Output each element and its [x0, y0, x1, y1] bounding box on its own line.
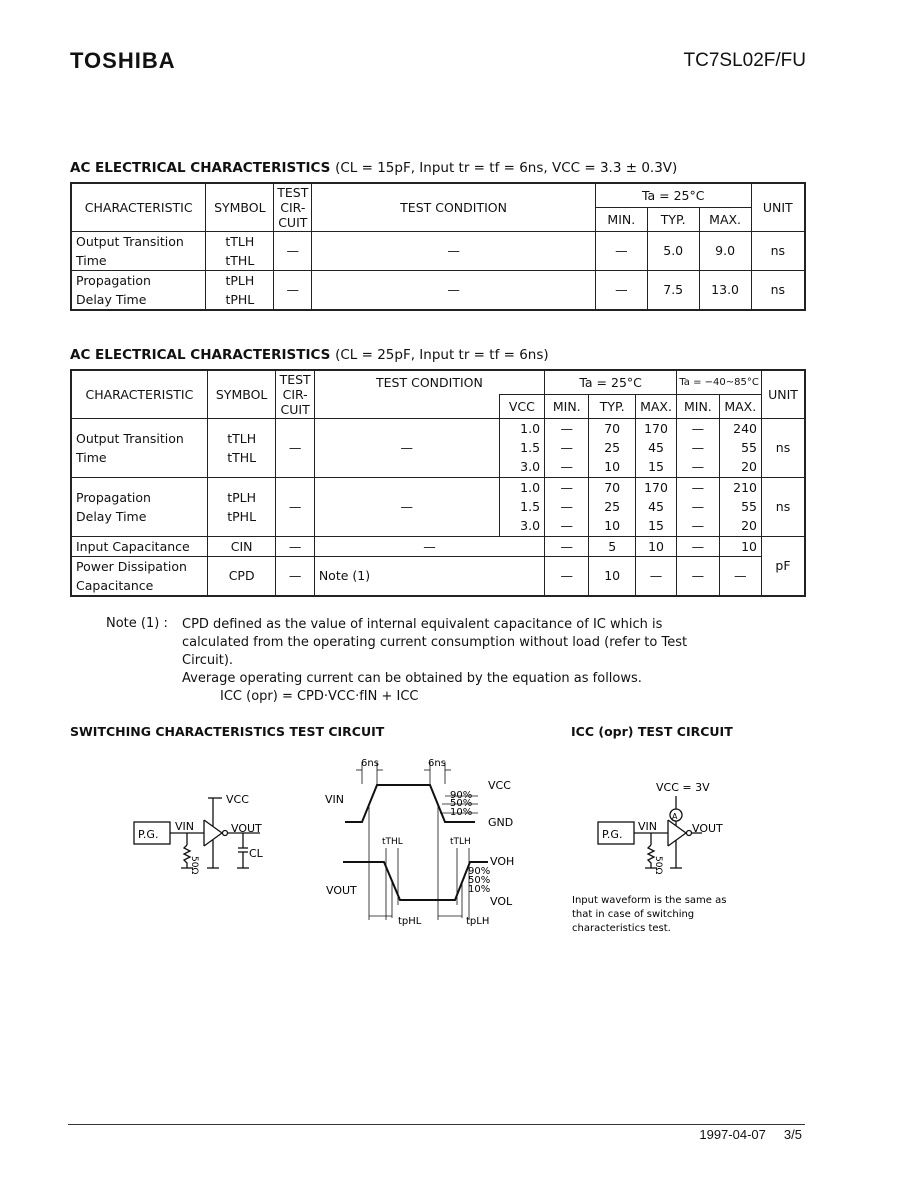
vol-label: VOL: [490, 895, 513, 908]
t2-h-max: MAX.: [635, 394, 676, 418]
t2-r2-typ-1: 70: [604, 480, 621, 495]
icc-pg-label: P.G.: [602, 828, 623, 841]
t2-cin-min: —: [545, 536, 589, 556]
t1-h-typ: TYP.: [647, 207, 699, 231]
t2-h-unit: UNIT: [761, 370, 805, 418]
t1-r1-char-2: Time: [76, 252, 107, 268]
table-row: [71, 536, 805, 556]
out-pct90-label: 90%: [468, 866, 491, 877]
t2-r1-minr-1: —: [691, 421, 705, 436]
table1-title-condition: (CL = 15pF, Input tr = tf = 6ns, VCC = 3.3 ± 0.3V): [335, 160, 678, 176]
t2-r2-vcc-1: 1.0: [520, 480, 541, 495]
t2-r2-max-1: 170: [644, 480, 668, 495]
t2-r2-char-1: Propagation: [76, 489, 151, 505]
t2-cin-cond: —: [314, 536, 544, 556]
t2-r1-min-3: —: [560, 459, 573, 474]
icc-caption-2: that in case of switching: [572, 909, 695, 920]
t2-r1-min-2: —: [560, 440, 573, 455]
t2-cpd-typ: 10: [589, 556, 635, 596]
t2-r2-vcc-2: 1.5: [520, 499, 541, 514]
t2-r1-typ-3: 10: [604, 459, 621, 474]
note-line-3: Circuit).: [182, 653, 234, 668]
ttlh-label: tTLH: [450, 837, 471, 847]
t2-h-characteristic: CHARACTERISTIC: [71, 370, 207, 418]
t2-r1-char-2: Time: [76, 449, 107, 465]
t2-h-vcc: VCC: [499, 394, 544, 418]
vin-label: VIN: [175, 820, 194, 833]
icc-circuit-title: ICC (opr) TEST CIRCUIT: [571, 724, 733, 739]
t1-h-tc-3: CUIT: [278, 214, 308, 230]
voh-label: VOH: [490, 855, 515, 868]
t1-h-characteristic: CHARACTERISTIC: [71, 183, 206, 231]
t1-r1-typ: 5.0: [647, 231, 699, 270]
t2-h-min-range: MIN.: [677, 394, 719, 418]
out-pct10-label: 10%: [468, 884, 491, 895]
t2-r1-min-1: —: [560, 421, 573, 436]
cl-label: CL: [249, 847, 263, 860]
rise-time-label: 6ns: [361, 758, 379, 769]
t2-h-test-circuit: [276, 370, 314, 418]
t1-r1-sym-1: tTLH: [225, 233, 255, 249]
t2-cpd-char-1: Power Dissipation: [76, 558, 187, 574]
t2-r1-circuit: —: [276, 418, 314, 477]
t2-r1-maxr-1: 240: [733, 421, 757, 436]
t2-r2-min-1: —: [560, 480, 573, 495]
t2-r1-minr-3: —: [691, 459, 705, 474]
t1-r2-sym-2: tPHL: [225, 291, 255, 307]
note-line-1: CPD defined as the value of internal equivalent capacitance of IC which is: [182, 617, 663, 632]
t2-r1-cond: —: [314, 418, 499, 477]
t2-h-max-range: MAX.: [719, 394, 761, 418]
t1-r2-cond: —: [312, 270, 596, 310]
table-row: [71, 270, 805, 310]
ammeter-icon: A: [672, 812, 678, 821]
switching-test-circuit-diagram: [0, 740, 918, 950]
resistor-label: 50Ω: [189, 856, 199, 875]
t1-h-test-circuit: [274, 183, 312, 231]
ac-characteristics-table-1: [70, 182, 806, 311]
t2-r1-vcc-2: 1.5: [520, 440, 541, 455]
t2-cpd-sym: CPD: [207, 556, 276, 596]
t1-r1-sym-2: tTHL: [225, 252, 255, 268]
t2-h-ta25: Ta = 25°C: [545, 370, 677, 394]
t1-h-ta: Ta = 25°C: [595, 183, 751, 207]
t2-h-typ: TYP.: [589, 394, 635, 418]
t1-r1-unit: ns: [751, 231, 805, 270]
wave-vcc-label: VCC: [488, 779, 511, 792]
table-row: [71, 231, 805, 270]
t2-r1-maxr-2: 55: [741, 440, 757, 455]
t2-cpd-cond: Note (1): [314, 556, 544, 596]
t1-r1-cond: —: [312, 231, 596, 270]
tplh-label: tpLH: [466, 916, 490, 927]
footer-date: 1997-04-07: [699, 1127, 766, 1142]
table-row: [71, 477, 805, 536]
vout-label: VOUT: [231, 822, 262, 835]
footer-divider: [68, 1124, 805, 1125]
t2-r2-typ-3: 10: [604, 518, 621, 533]
t2-cpd-minr: —: [677, 556, 719, 596]
pct10-label: 10%: [450, 807, 473, 818]
fall-time-label: 6ns: [428, 758, 446, 769]
wave-vout-label: VOUT: [326, 884, 357, 897]
footer-page: 3/5: [783, 1127, 802, 1142]
t2-r2-sym-2: tPHL: [227, 508, 257, 524]
t1-h-max: MAX.: [699, 207, 751, 231]
t1-h-symbol: SYMBOL: [206, 183, 274, 231]
t2-cin-minr: —: [677, 536, 719, 556]
t2-r2-maxr-3: 20: [741, 518, 757, 533]
t1-r1-circuit: —: [274, 231, 312, 270]
table1-title: [70, 160, 677, 176]
t2-r1-typ-1: 70: [604, 421, 621, 436]
t1-h-test-condition: TEST CONDITION: [312, 183, 596, 231]
t1-r1-min: —: [595, 231, 647, 270]
brand-logo: TOSHIBA: [70, 48, 176, 73]
t2-h-tc-2: CIR-: [282, 386, 308, 402]
out-pct50-label: 50%: [468, 875, 491, 886]
t2-r2-minr-3: —: [691, 518, 705, 533]
t2-r2-maxr-1: 210: [733, 480, 757, 495]
t2-r1-max-1: 170: [644, 421, 668, 436]
t2-cin-char: Input Capacitance: [71, 536, 207, 556]
t2-cin-sym: CIN: [207, 536, 276, 556]
tphl-label: tpHL: [398, 916, 422, 927]
table-row: [71, 418, 805, 477]
wave-vin-label: VIN: [325, 793, 344, 806]
icc-vin-label: VIN: [638, 820, 657, 833]
t2-cpd-maxr: —: [719, 556, 761, 596]
t2-r2-vcc-3: 3.0: [520, 518, 541, 533]
t1-r2-circuit: —: [274, 270, 312, 310]
wave-gnd-label: GND: [488, 816, 514, 829]
t2-cpd-char-2: Capacitance: [76, 577, 154, 593]
note-line-4: Average operating current can be obtained by the equation as follows.: [182, 671, 642, 686]
t1-r2-typ: 7.5: [647, 270, 699, 310]
t1-h-unit: UNIT: [751, 183, 805, 231]
t2-r2-cond: —: [314, 477, 499, 536]
t2-r2-circuit: —: [276, 477, 314, 536]
t1-r1-char-1: Output Transition: [76, 233, 184, 249]
t2-r1-sym-2: tTHL: [227, 449, 257, 465]
note-line-2: calculated from the operating current consumption without load (refer to Test: [182, 635, 688, 650]
t2-h-test-condition: TEST CONDITION: [314, 370, 544, 394]
icc-resistor-label: 50Ω: [653, 856, 663, 875]
t2-h-symbol: SYMBOL: [207, 370, 276, 418]
part-number: TC7SL02F/FU: [683, 50, 806, 71]
t2-r1-vcc-3: 3.0: [520, 459, 541, 474]
t2-h-ta-range: Ta = −40~85°C: [677, 370, 762, 394]
note-body: [182, 616, 687, 706]
footer: [699, 1127, 802, 1142]
t1-r1-max: 9.0: [699, 231, 751, 270]
t2-r2-maxr-2: 55: [741, 499, 757, 514]
t2-cin-typ: 5: [589, 536, 635, 556]
t2-r1-max-2: 45: [648, 440, 664, 455]
t2-r2-min-2: —: [560, 499, 573, 514]
table2-title: [70, 347, 549, 363]
table-row: [71, 556, 805, 596]
t2-r1-unit: ns: [761, 418, 805, 477]
tthl-label: tTHL: [382, 837, 403, 847]
t2-h-min: MIN.: [545, 394, 589, 418]
t1-h-tc-1: TEST: [277, 184, 309, 200]
t2-h-tc-1: TEST: [279, 371, 311, 387]
vcc-label: VCC: [226, 793, 249, 806]
t2-cap-unit: pF: [761, 536, 805, 596]
t2-r2-max-3: 15: [648, 518, 664, 533]
icc-caption-1: Input waveform is the same as: [572, 895, 727, 906]
t2-r2-unit: ns: [761, 477, 805, 536]
t2-r2-minr-1: —: [691, 480, 705, 495]
pct90-label: 90%: [450, 790, 473, 801]
t2-r1-minr-2: —: [691, 440, 705, 455]
t2-r1-char-1: Output Transition: [76, 430, 184, 446]
t2-cpd-circuit: —: [276, 556, 314, 596]
t2-r2-minr-2: —: [691, 499, 705, 514]
t2-r2-max-2: 45: [648, 499, 664, 514]
t1-r2-char-1: Propagation: [76, 272, 151, 288]
t2-cpd-max: —: [635, 556, 676, 596]
pct50-label: 50%: [450, 798, 473, 809]
t2-r1-sym-1: tTLH: [227, 430, 257, 446]
icc-vout-label: VOUT: [692, 822, 723, 835]
t2-r1-maxr-3: 20: [741, 459, 757, 474]
t2-cpd-min: —: [545, 556, 589, 596]
t1-r2-unit: ns: [751, 270, 805, 310]
table2-title-condition: (CL = 25pF, Input tr = tf = 6ns): [335, 347, 549, 363]
t2-cin-maxr: 10: [719, 536, 761, 556]
icc-vcc-label: VCC = 3V: [656, 781, 710, 794]
table2-title-bold: AC ELECTRICAL CHARACTERISTICS: [70, 347, 331, 363]
t1-r2-sym-1: tPLH: [225, 272, 255, 288]
t2-cin-max: 10: [635, 536, 676, 556]
ac-characteristics-table-2: [70, 369, 806, 597]
t1-r2-char-2: Delay Time: [76, 291, 147, 307]
t1-h-tc-2: CIR-: [280, 199, 306, 215]
note-label: Note (1) :: [106, 616, 168, 631]
note-equation: ICC (opr) = CPD·VCC·fIN + ICC: [220, 689, 419, 704]
t2-r1-vcc-1: 1.0: [520, 421, 541, 436]
t2-h-tc-3: CUIT: [280, 401, 310, 417]
t2-r1-typ-2: 25: [604, 440, 621, 455]
t1-h-min: MIN.: [595, 207, 647, 231]
t2-r2-typ-2: 25: [604, 499, 621, 514]
t2-r1-max-3: 15: [648, 459, 664, 474]
table1-title-bold: AC ELECTRICAL CHARACTERISTICS: [70, 160, 331, 176]
t1-r2-min: —: [595, 270, 647, 310]
t2-cin-circuit: —: [276, 536, 314, 556]
pg-label: P.G.: [138, 828, 159, 841]
icc-caption-3: characteristics test.: [572, 923, 671, 934]
t2-r2-char-2: Delay Time: [76, 508, 147, 524]
t2-r2-sym-1: tPLH: [227, 489, 257, 505]
t1-r2-max: 13.0: [699, 270, 751, 310]
t2-r2-min-3: —: [560, 518, 573, 533]
switching-circuit-title: SWITCHING CHARACTERISTICS TEST CIRCUIT: [70, 724, 385, 739]
